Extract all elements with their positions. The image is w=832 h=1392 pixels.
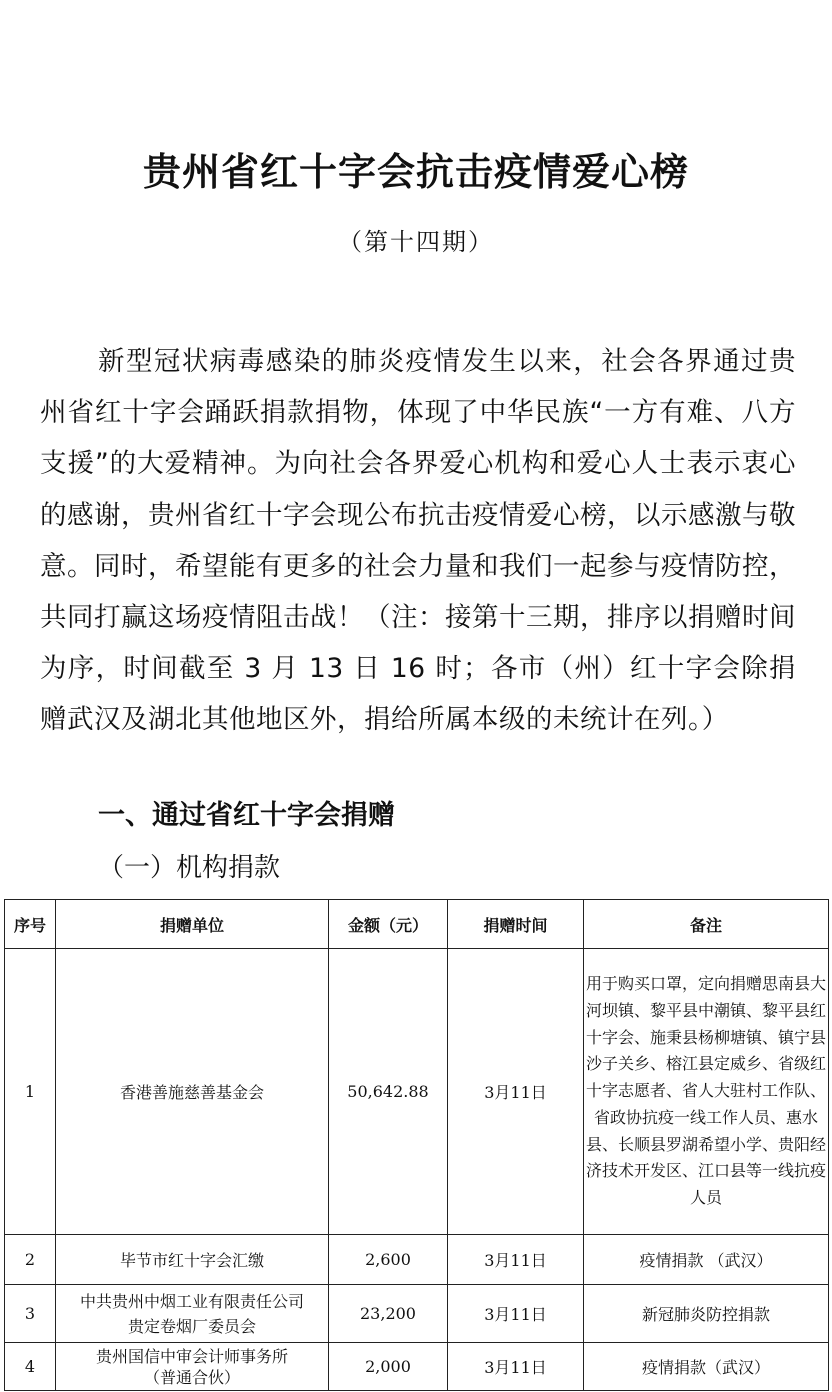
row-donor: 香港善施慈善基金会 [56, 949, 329, 1235]
row-donor [56, 1285, 329, 1343]
table-row [5, 949, 829, 1235]
row-date: 3月11日 [448, 1285, 584, 1343]
row-amount: 23,200 [329, 1285, 448, 1343]
issue-subtitle: （第十四期） [338, 228, 494, 256]
row-no: 2 [5, 1235, 56, 1285]
intro-paragraph: 新型冠状病毒感染的肺炎疫情发生以来，社会各界通过贵州省红十字会踊跃捐款捐物，体现了中华民族“一方有难、八方支援”的大爱精神。为向社会各界爱心机构和爱心人士表示衷心的感谢，贵州省红十字会现公布抗击疫情爱心榜，以示感激与敬意。同时，希望能有更多的社会力量和我们一起参与疫情防控，共同打赢这场疫情阻击战！（注：接第十三期，排序以捐赠时间为序，时间截至 3 月 13 日 16 时；各市（州）红十字会除捐赠武汉及湖北其他地区外，捐给所属本级的未统计在列。） [40, 346, 796, 736]
row-date: 3月11日 [448, 1343, 584, 1391]
row-donor [56, 1343, 329, 1391]
subsection-heading: （一）机构捐款 [98, 853, 281, 883]
row-amount: 2,000 [329, 1343, 448, 1391]
row-remark: 用于购买口罩，定向捐赠思南县大河坝镇、黎平县中潮镇、黎平县红十字会、施秉县杨柳塘镇、镇宁县沙子关乡、榕江县定威乡、省级红十字志愿者、省人大驻村工作队、省政协抗疫一线工作人员、惠水县、长顺县罗湖希望小学、贵阳经济技术开发区、江口县等一线抗疫人员 [584, 949, 829, 1235]
row-donor-line: 贵定卷烟厂委员会 [127, 1316, 256, 1336]
table-header-row [5, 900, 829, 949]
row-donor-line: 中共贵州中烟工业有限责任公司 [79, 1291, 304, 1311]
row-remark: 疫情捐款 （武汉） [584, 1235, 829, 1285]
row-donor: 毕节市红十字会汇缴 [56, 1235, 329, 1285]
row-donor-line: 贵州国信中审会计师事务所 [95, 1346, 288, 1366]
page-title: 贵州省红十字会抗击疫情爱心榜 [142, 149, 689, 194]
table-row [5, 1285, 829, 1343]
header-amount: 金额（元） [329, 900, 448, 949]
header-no: 序号 [5, 900, 56, 949]
row-no: 4 [5, 1343, 56, 1391]
row-donor-line: （普通合伙） [143, 1367, 240, 1387]
row-remark: 新冠肺炎防控捐款 [584, 1285, 829, 1343]
row-remark: 疫情捐款（武汉） [584, 1343, 829, 1391]
row-date: 3月11日 [448, 1235, 584, 1285]
section-heading: 一、通过省红十字会捐赠 [98, 800, 395, 831]
row-no: 3 [5, 1285, 56, 1343]
row-date: 3月11日 [448, 949, 584, 1235]
header-remark: 备注 [584, 900, 829, 949]
row-amount: 2,600 [329, 1235, 448, 1285]
table-row [5, 1235, 829, 1285]
header-date: 捐赠时间 [448, 900, 584, 949]
table-row [5, 1343, 829, 1391]
donation-table [4, 899, 829, 1391]
row-amount: 50,642.88 [329, 949, 448, 1235]
header-donor: 捐赠单位 [56, 900, 329, 949]
row-no: 1 [5, 949, 56, 1235]
